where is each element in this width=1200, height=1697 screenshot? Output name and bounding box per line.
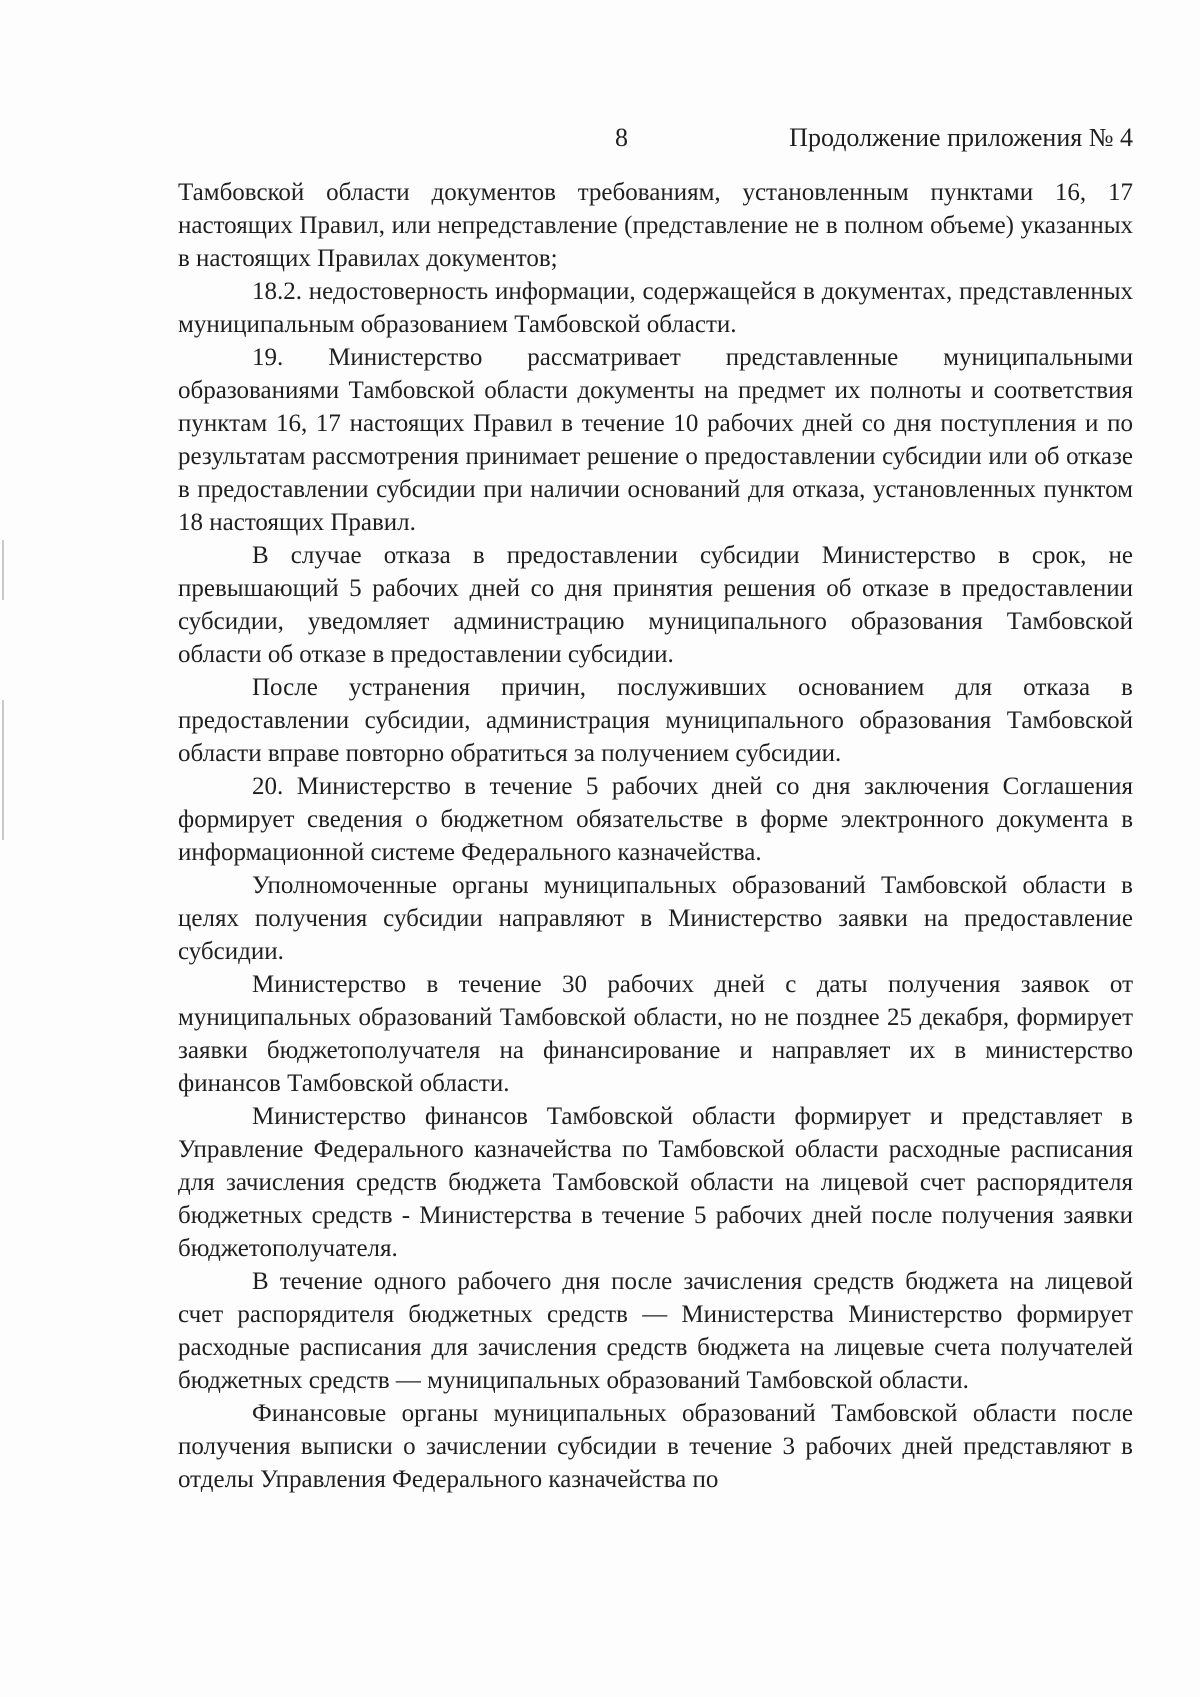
- paragraph: Министерство в течение 30 рабочих дней с даты получения заявок от муниципальных образований Тамбовской области, но не позднее 25 декабря, формирует заявки бюджетополучателя на финансирование и направляет их в министерство финансов Тамбовской области.: [178, 971, 1133, 1097]
- paragraph: 19. Министерство рассматривает представленные муниципальными образованиями Тамбовской области документы на предмет их полноты и соответствия пунктам 16, 17 настоящих Правил в течение 10 рабочих дней со дня поступления и по результатам рассмотрения принимает решение о предоставлении субсидии или об отказе в предоставлении субсидии при наличии оснований для отказа, установленных пунктом 18 настоящих Правил.: [178, 344, 1133, 536]
- paragraph: 18.2. недостоверность информации, содержащейся в документах, представленных муниципальным образованием Тамбовской области.: [178, 278, 1133, 338]
- page-header: [178, 118, 1133, 158]
- document-body: [178, 176, 1133, 1496]
- paragraph: В случае отказа в предоставлении субсидии Министерство в срок, не превышающий 5 рабочих дней со дня принятия решения об отказе в предоставлении субсидии, уведомляет администрацию муниципального образования Тамбовской области об отказе в предоставлении субсидии.: [178, 542, 1133, 668]
- paragraph: В течение одного рабочего дня после зачисления средств бюджета на лицевой счет распорядителя бюджетных средств — Министерства Министерство формирует расходные расписания для зачисления средств бюджета на лицевые счета получателей бюджетных средств — муниципальных образований Тамбовской области.: [178, 1268, 1133, 1394]
- paragraph: Тамбовской области документов требованиям, установленным пунктами 16, 17 настоящих Правил, или непредставление (представление не в полном объеме) указанных в настоящих Правилах документов;: [178, 179, 1133, 272]
- page-number: 8: [615, 123, 628, 152]
- paragraph: Уполномоченные органы муниципальных образований Тамбовской области в целях получения субсидии направляют в Министерство заявки на предоставление субсидии.: [178, 872, 1133, 965]
- paragraph: Министерство финансов Тамбовской области формирует и представляет в Управление Федерального казначейства по Тамбовской области расходные расписания для зачисления средств бюджета Тамбовской области на лицевой счет распорядителя бюджетных средств - Министерства в течение 5 рабочих дней после получения заявки бюджетополучателя.: [178, 1103, 1133, 1262]
- appendix-continuation-caption: Продолжение приложения № 4: [789, 123, 1133, 152]
- paragraph: Финансовые органы муниципальных образований Тамбовской области после получения выписки о зачислении субсидии в течение 3 рабочих дней представляют в отделы Управления Федерального казначейства по: [178, 1400, 1133, 1493]
- scan-edge-mark: [2, 700, 4, 840]
- paragraph: После устранения причин, послуживших основанием для отказа в предоставлении субсидии, администрация муниципального образования Тамбовской области вправе повторно обратиться за получением субсидии.: [178, 674, 1133, 767]
- scan-edge-mark: [2, 540, 4, 600]
- paragraph: 20. Министерство в течение 5 рабочих дней со дня заключения Соглашения формирует сведения о бюджетном обязательстве в форме электронного документа в информационной системе Федерального казначейства.: [178, 773, 1133, 866]
